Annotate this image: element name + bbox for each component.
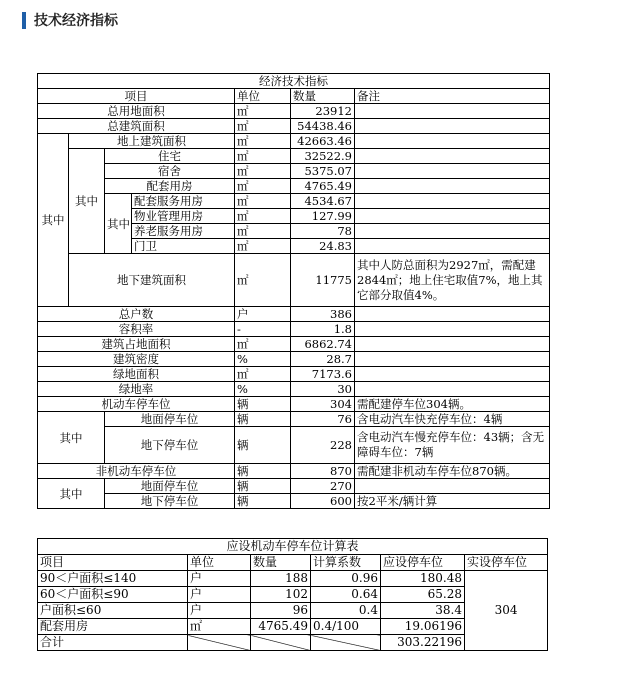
section-header: [22, 11, 118, 29]
row-qty: 1.8: [291, 322, 355, 337]
row-unit: ㎡: [235, 337, 291, 352]
row-item: 配套用房: [38, 619, 188, 635]
empty-diagonal-cell: [188, 635, 251, 651]
section-title: 技术经济指标: [34, 13, 118, 29]
qizhong-label: 其中: [38, 134, 69, 307]
row-name: 地下停车位: [105, 494, 235, 509]
row-name: 建筑密度: [38, 352, 235, 367]
table-title: 应设机动车停车位计算表: [38, 539, 548, 555]
row-name: 门卫: [132, 239, 235, 254]
row-name: 绿地率: [38, 382, 235, 397]
row-note: [355, 179, 550, 194]
row-name: 总户数: [38, 307, 235, 322]
row-qty: 5375.07: [291, 164, 355, 179]
qizhong-label: 其中: [38, 479, 105, 509]
table-title-row: [38, 539, 548, 555]
table-row: [38, 149, 550, 164]
table-row: [38, 119, 550, 134]
row-unit: ㎡: [235, 209, 291, 224]
table-header-row: [38, 555, 548, 571]
row-note: 需配建非机动车停车位870辆。: [355, 464, 550, 479]
table-row: [38, 352, 550, 367]
row-name: 配套用房: [105, 179, 235, 194]
table-row: [38, 322, 550, 337]
header-item: 项目: [38, 555, 188, 571]
table-row: [38, 307, 550, 322]
actual-parking-value: 304: [465, 571, 548, 651]
empty-diagonal-cell: [311, 635, 381, 651]
header-coef: 计算系数: [311, 555, 381, 571]
row-qty: 78: [291, 224, 355, 239]
row-name: 养老服务用房: [132, 224, 235, 239]
table-row: [38, 194, 550, 209]
row-qty: 76: [291, 412, 355, 427]
row-note: 含电动汽车慢充停车位：43辆；含无障碍车位：7辆: [355, 427, 550, 464]
row-required: 303.22196: [381, 635, 465, 651]
row-note: [355, 224, 550, 239]
row-coef: 0.64: [311, 587, 381, 603]
row-unit: 辆: [235, 494, 291, 509]
row-unit: ㎡: [235, 194, 291, 209]
row-note: [355, 479, 550, 494]
row-required: 19.06196: [381, 619, 465, 635]
row-qty: 24.83: [291, 239, 355, 254]
row-unit: ㎡: [235, 104, 291, 119]
qizhong-label: 其中: [105, 194, 132, 254]
row-qty: 270: [291, 479, 355, 494]
row-qty: 304: [291, 397, 355, 412]
row-unit: ㎡: [235, 179, 291, 194]
row-note: 需配建停车位304辆。: [355, 397, 550, 412]
row-name: 宿舍: [105, 164, 235, 179]
row-qty: 7173.6: [291, 367, 355, 382]
row-qty: 23912: [291, 104, 355, 119]
header-note: 备注: [355, 89, 550, 104]
table-row: [38, 104, 550, 119]
row-required: 65.28: [381, 587, 465, 603]
row-note: [355, 104, 550, 119]
table-row: [38, 254, 550, 307]
table-title: 经济技术指标: [38, 74, 550, 89]
table-header-row: [38, 89, 550, 104]
table-row: [38, 464, 550, 479]
row-unit: -: [235, 322, 291, 337]
table-row: [38, 134, 550, 149]
table-row: [38, 427, 550, 464]
row-note: [355, 322, 550, 337]
row-qty: 6862.74: [291, 337, 355, 352]
table-row: [38, 367, 550, 382]
table-row: [38, 382, 550, 397]
row-unit: ㎡: [235, 224, 291, 239]
row-item: 60＜户面积≤90: [38, 587, 188, 603]
row-unit: ㎡: [235, 119, 291, 134]
header-actual: 实设停车位: [465, 555, 548, 571]
row-item: 90＜户面积≤140: [38, 571, 188, 587]
qizhong-label: 其中: [69, 149, 105, 254]
row-name: 地面停车位: [105, 412, 235, 427]
row-qty: 4534.67: [291, 194, 355, 209]
row-qty: 127.99: [291, 209, 355, 224]
row-name: 地下停车位: [105, 427, 235, 464]
economic-indicators-table: [37, 73, 550, 509]
row-note: [355, 382, 550, 397]
header-unit: 单位: [235, 89, 291, 104]
row-name: 容积率: [38, 322, 235, 337]
row-unit: 辆: [235, 427, 291, 464]
row-unit: ㎡: [235, 367, 291, 382]
row-qty: 42663.46: [291, 134, 355, 149]
row-qty: 102: [251, 587, 311, 603]
row-unit: ㎡: [235, 239, 291, 254]
table-row: [38, 479, 550, 494]
table-title-row: [38, 74, 550, 89]
header-qty: 数量: [251, 555, 311, 571]
row-name: 配套服务用房: [132, 194, 235, 209]
row-name: 非机动车停车位: [38, 464, 235, 479]
row-note: 其中人防总面积为2927㎡，需配建2844㎡；地上住宅取值7%，地上其它部分取值4%。: [355, 254, 550, 307]
row-unit: ㎡: [235, 134, 291, 149]
row-qty: 600: [291, 494, 355, 509]
header-qty: 数量: [291, 89, 355, 104]
row-note: 按2平米/辆计算: [355, 494, 550, 509]
row-note: [355, 134, 550, 149]
row-unit: ㎡: [188, 619, 251, 635]
row-name: 建筑占地面积: [38, 337, 235, 352]
row-note: [355, 352, 550, 367]
row-note: [355, 164, 550, 179]
row-note: [355, 149, 550, 164]
row-name: 物业管理用房: [132, 209, 235, 224]
row-qty: 32522.9: [291, 149, 355, 164]
row-name: 地上建筑面积: [69, 134, 235, 149]
parking-calculation-table: [37, 538, 548, 651]
table-row: [38, 179, 550, 194]
row-note: [355, 367, 550, 382]
row-qty: 28.7: [291, 352, 355, 367]
row-unit: ㎡: [235, 149, 291, 164]
row-name: 住宅: [105, 149, 235, 164]
row-note: [355, 119, 550, 134]
table-row: [38, 494, 550, 509]
header-required: 应设停车位: [381, 555, 465, 571]
row-unit: 户: [188, 603, 251, 619]
header-unit: 单位: [188, 555, 251, 571]
row-unit: 辆: [235, 464, 291, 479]
row-name: 地面停车位: [105, 479, 235, 494]
row-unit: ㎡: [235, 164, 291, 179]
row-note: [355, 239, 550, 254]
row-unit: 户: [188, 571, 251, 587]
row-unit: 户: [188, 587, 251, 603]
row-unit: ㎡: [235, 254, 291, 307]
row-qty: 870: [291, 464, 355, 479]
row-name: 总建筑面积: [38, 119, 235, 134]
header-item: 项目: [38, 89, 235, 104]
row-item: 户面积≤60: [38, 603, 188, 619]
row-unit: 辆: [235, 397, 291, 412]
row-coef: 0.96: [311, 571, 381, 587]
row-unit: 辆: [235, 479, 291, 494]
row-qty: 386: [291, 307, 355, 322]
table-row: [38, 337, 550, 352]
row-name: 绿地面积: [38, 367, 235, 382]
row-qty: 30: [291, 382, 355, 397]
row-unit: %: [235, 352, 291, 367]
row-note: [355, 194, 550, 209]
row-qty: 4765.49: [251, 619, 311, 635]
table-row: [38, 397, 550, 412]
accent-bar: [22, 12, 26, 29]
row-note: [355, 307, 550, 322]
row-qty: 228: [291, 427, 355, 464]
row-coef: 0.4: [311, 603, 381, 619]
row-note: [355, 209, 550, 224]
row-name: 机动车停车位: [38, 397, 235, 412]
row-note: 含电动汽车快充停车位：4辆: [355, 412, 550, 427]
row-required: 180.48: [381, 571, 465, 587]
row-qty: 188: [251, 571, 311, 587]
row-item: 合计: [38, 635, 188, 651]
row-required: 38.4: [381, 603, 465, 619]
row-qty: 11775: [291, 254, 355, 307]
table-row: [38, 412, 550, 427]
table-row: [38, 571, 548, 587]
row-unit: %: [235, 382, 291, 397]
row-coef: 0.4/100: [311, 619, 381, 635]
row-qty: 96: [251, 603, 311, 619]
row-unit: 户: [235, 307, 291, 322]
qizhong-label: 其中: [38, 412, 105, 464]
row-name: 地下建筑面积: [69, 254, 235, 307]
row-qty: 4765.49: [291, 179, 355, 194]
row-qty: 54438.46: [291, 119, 355, 134]
empty-diagonal-cell: [251, 635, 311, 651]
table-row: [38, 164, 550, 179]
row-unit: 辆: [235, 412, 291, 427]
row-name: 总用地面积: [38, 104, 235, 119]
row-note: [355, 337, 550, 352]
